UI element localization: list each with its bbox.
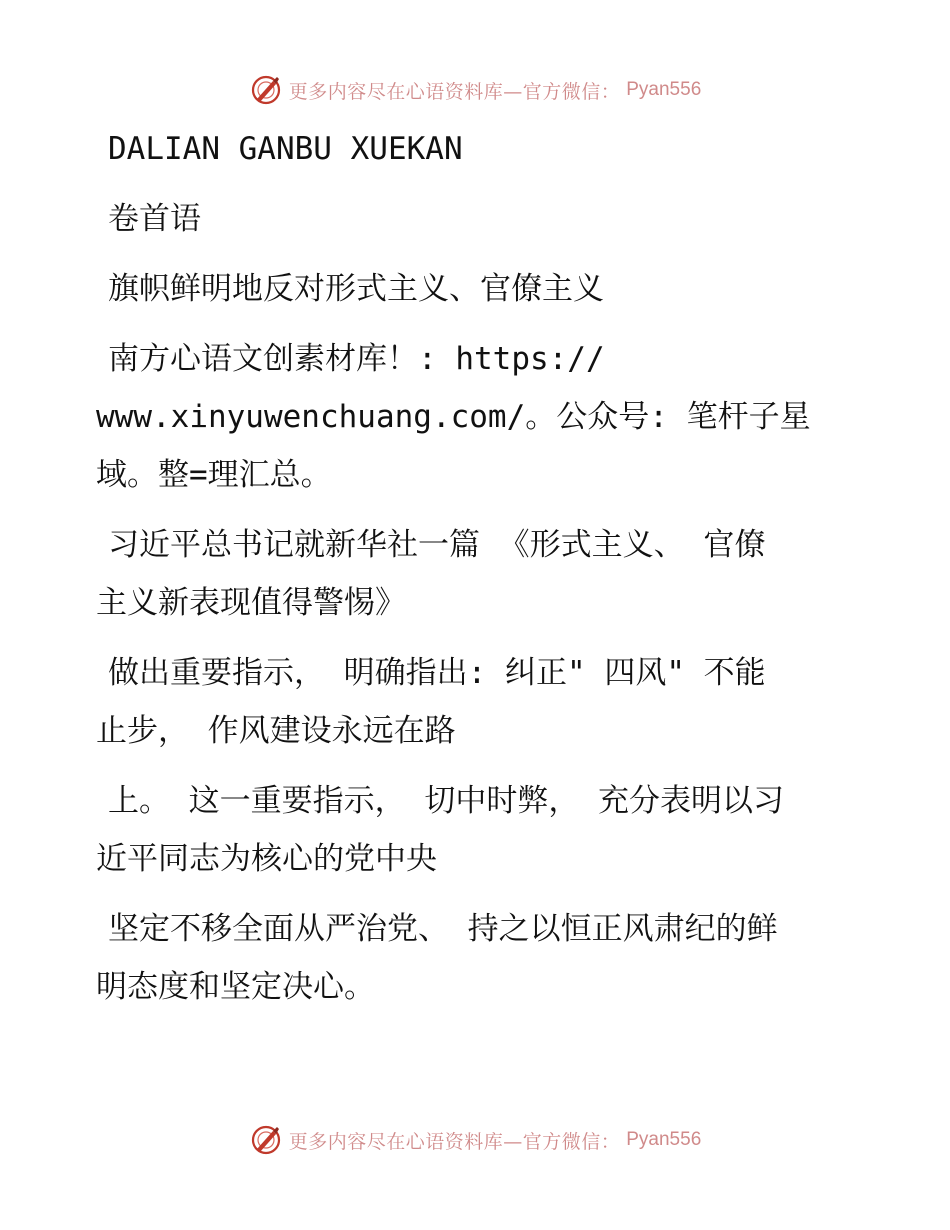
paragraph-line: 明态度和坚定决心。: [96, 969, 375, 1005]
body-paragraph: [96, 772, 856, 888]
source-paragraph: [96, 330, 856, 504]
source-line: 南方心语文创素材库！: https://: [108, 341, 605, 377]
journal-name: DALIAN GANBU XUEKAN: [108, 131, 463, 167]
paragraph-line: 做出重要指示， 明确指出: 纠正" 四风" 不能: [108, 655, 766, 691]
header-watermark-banner: [0, 70, 950, 110]
article-title: 旗帜鲜明地反对形式主义、官僚主义: [108, 271, 604, 307]
paragraph-line: 坚定不移全面从严治党、 持之以恒正风肃纪的鲜: [108, 911, 778, 947]
header-banner-handle: Pyan556: [626, 79, 702, 100]
footer-banner-text: 更多内容尽在心语资料库—官方微信：: [288, 1130, 621, 1153]
paragraph-line: 近平同志为核心的党中央: [96, 841, 437, 877]
pen-logo-icon: [249, 73, 283, 107]
footer-banner-handle: Pyan556: [626, 1129, 702, 1150]
body-paragraph: [96, 900, 856, 1016]
section-title: 卷首语: [108, 201, 201, 237]
paragraph-line: 主义新表现值得警惕》: [96, 585, 406, 621]
header-banner-text: 更多内容尽在心语资料库—官方微信：: [288, 80, 621, 103]
body-paragraph: [96, 644, 856, 760]
paragraph-line: 习近平总书记就新华社一篇 《形式主义、 官僚: [108, 527, 766, 563]
document-body: [96, 120, 856, 1028]
source-line: 域。整=理汇总。: [96, 457, 332, 493]
footer-watermark-banner: [0, 1120, 950, 1160]
paragraph-line: 上。 这一重要指示， 切中时弊， 充分表明以习: [108, 783, 784, 819]
body-paragraph: [96, 516, 856, 632]
paragraph-line: 止步， 作风建设永远在路: [96, 713, 456, 749]
source-line: www.xinyuwenchuang.com/。公众号: 笔杆子星: [96, 399, 811, 435]
pen-logo-icon: [249, 1123, 283, 1157]
